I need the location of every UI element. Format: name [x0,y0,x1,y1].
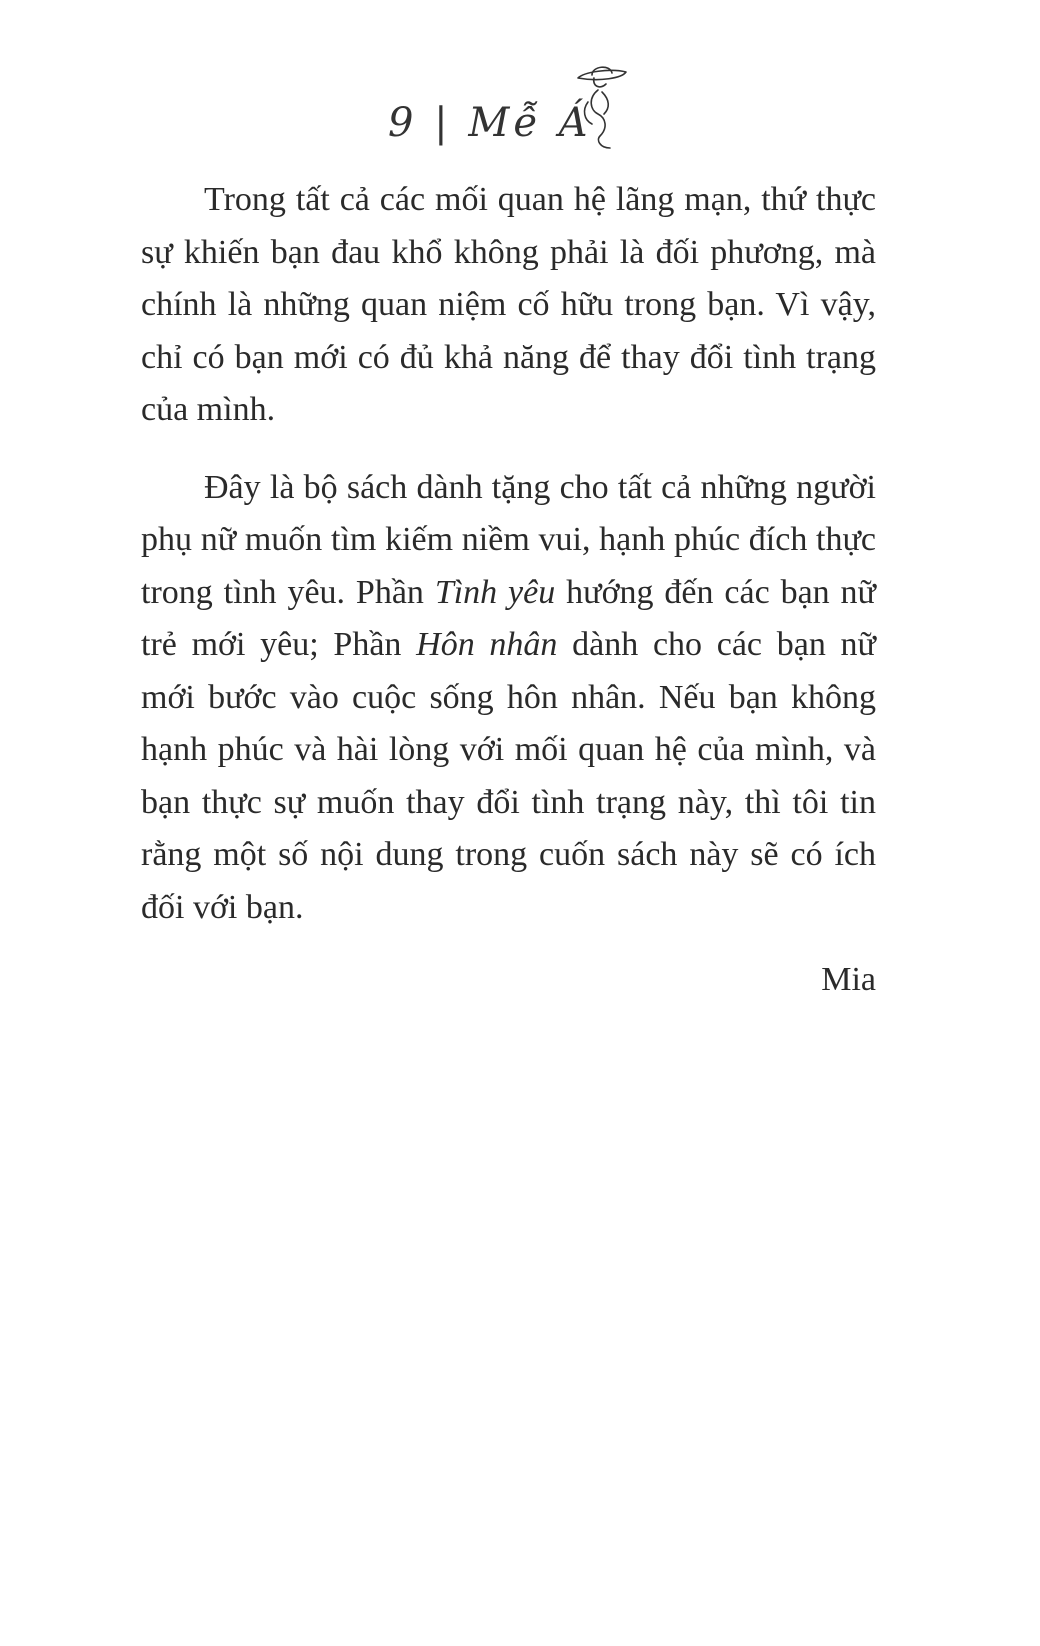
page-header [0,58,1040,158]
hat-figure-sketch-icon [570,58,630,154]
text-run: hướng đến các bạn nữ trẻ mới yêu; Phần [141,573,876,663]
paragraph [141,174,876,437]
text-run: Đây là bộ sách dành tặng cho tất cả những người phụ nữ muốn tìm kiếm niềm vui, hạnh phúc đích thực trong tình yêu. Phần [141,468,876,611]
paragraph [141,462,876,935]
italic-text-run: Tình yêu [434,573,556,611]
text-run: Trong tất cả các mối quan hệ lãng mạn, thứ thực sự khiến bạn đau khổ không phải là đối phương, mà chính là những quan niệm cố hữu trong bạn. Vì vậy, chỉ có bạn mới có đủ khả năng để thay đổi tình trạng của mình. [141,181,876,428]
italic-text-run: Hôn nhân [416,626,558,663]
page-body [141,174,876,1006]
signature: Mia [821,961,876,998]
text-run: dành cho các bạn nữ mới bước vào cuộc sống hôn nhân. Nếu bạn không hạnh phúc và hài lòng với mối quan hệ của mình, và bạn thực sự muốn thay đổi tình trạng này, thì tôi tin rằng một số nội dung trong cuốn sách này sẽ có ích đối với bạn. [141,626,876,926]
header-title: 9 | Mễ Á [388,100,592,146]
